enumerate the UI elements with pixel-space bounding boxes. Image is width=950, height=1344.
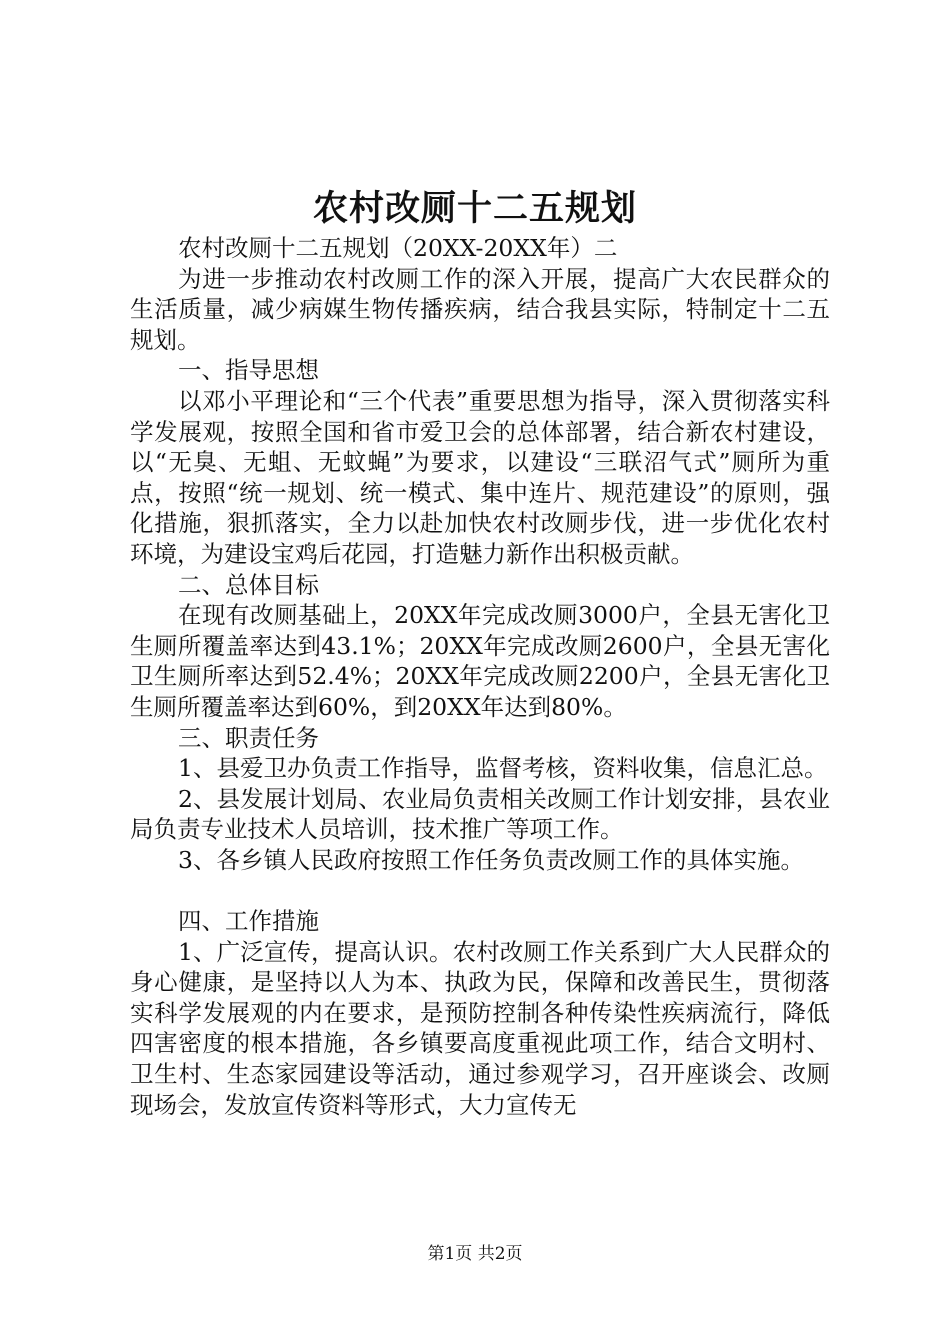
paragraph-spacer [130,875,830,906]
guiding-ideology-paragraph: 以邓小平理论和“三个代表”重要思想为指导，深入贯彻落实科学发展观，按照全国和省市爱卫会的总体部署，结合新农村建设，以“无臭、无蛆、无蚊蝇”为要求，以建设“三联沼气式”厕所为重点，按照“统一规划、统一模式、集中连片、规范建设”的原则，强化措施，狠抓落实，全力以赴加快农村改厕步伐，进一步优化农村环境，为建设宝鸡后花园，打造魅力新作出积极贡献。 [130,386,830,568]
section-heading-overall-goal: 二、总体目标 [178,570,319,599]
section-heading-guiding-ideology: 一、指导思想 [178,356,319,385]
overall-goal-paragraph: 在现有改厕基础上，20XX年完成改厕3000户，全县无害化卫生厕所覆盖率达到43.1%；20XX年完成改厕2600户，全县无害化卫生厕所率达到52.4%；20XX年完成改厕2200户，全县无害化卫生厕所覆盖率达到60%，到20XX年达到80%。 [130,601,830,721]
responsibility-item-1: 1、县爱卫办负责工作指导，监督考核，资料收集，信息汇总。 [178,754,828,783]
work-measure-item-1: 1、广泛宣传，提高认识。农村改厕工作关系到广大人民群众的身心健康，是坚持以人为本、执政为民，保障和改善民生，贯彻落实科学发展观的内在要求，是预防控制各种传染性疾病流行，降低四害密度的根本措施，各乡镇要高度重视此项工作，结合文明村、卫生村、生态家园建设等活动，通过参观学习，召开座谈会、改厕现场会，发放宣传资料等形式，大力宣传无 [130,937,830,1119]
section-heading-work-measures: 四、工作措施 [178,907,319,936]
document-body [130,233,830,1120]
subtitle-paragraph: 农村改厕十二五规划（20XX-20XX年）二 [178,234,618,262]
document-title: 农村改厕十二五规划 [312,188,637,229]
page-footer: 第1页 共2页 [427,1244,523,1264]
responsibility-item-2: 2、县发展计划局、农业局负责相关改厕工作计划安排，县农业局负责专业技术人员培训，技术推广等项工作。 [130,784,830,844]
section-heading-responsibilities: 三、职责任务 [178,723,319,752]
responsibility-item-3: 3、各乡镇人民政府按照工作任务负责改厕工作的具体实施。 [178,845,804,874]
intro-paragraph: 为进一步推动农村改厕工作的深入开展，提高广大农民群众的生活质量，减少病媒生物传播疾病，结合我县实际，特制定十二五规划。 [130,264,830,354]
